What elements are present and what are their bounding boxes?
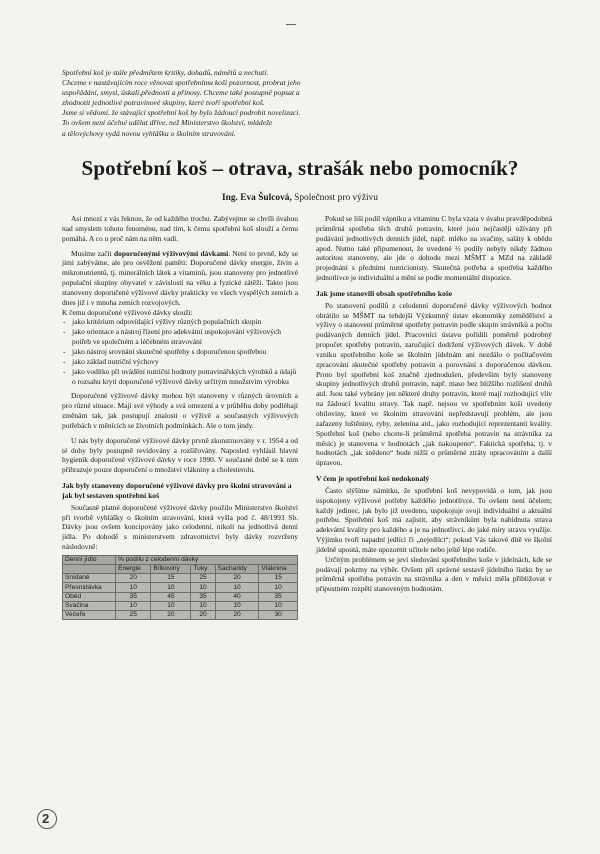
text-run: . Není to prvně, kdy se jimi zabýváme, ale pro osvěžení paměti: Doporučené dávky energie, živin a mikronutrientů, tj. minerálních látek a vitaminů, jsou stanoveny pro jednotlivé populační skupiny obyvatel v závislosti na věku a fyzické zátěži. Takto jsou stanoveny doporučené výživové dávky prakticky ve všech vyspělých zemích a dnes již i v mnoha zemích rozvojových. — [62, 248, 299, 307]
table-cell: Přesnídávka — [63, 583, 116, 592]
article-title: Spotřební koš – otrava, strašák nebo pomocník? — [81, 156, 519, 180]
left-column — [62, 214, 298, 620]
paragraph — [62, 249, 298, 308]
table-header-cell: Sacharidy — [215, 565, 259, 574]
list-item: - jako vodítko při uvádění nutriční hodnoty potravinářských výrobků a údajů o rozsahu krytí doporučené výživové dávky určitým množstvím výrobku — [62, 367, 298, 387]
table-header-cell: Bílkoviny — [151, 565, 191, 574]
emphasis: doporučenými výživovými dávkami — [114, 248, 229, 258]
table-row — [63, 592, 298, 601]
table-cell: Svačina — [63, 601, 116, 610]
intro-line: a tělovýchovy vydá novou vyhlášku o školním stravování. — [62, 128, 236, 138]
paragraph: Současně platné doporučené výživové dávky použilo Ministerstvo školství při tvorbě vyhlášky o školním stravování, která vyšla pod č. 48/1993 Sb. Dávky jsou ovšem koncipovány jako celodenní, nikoli na jednotlivá denní jídla. Po dohodě s ministerstvem zdravotnictví byly dávky rozvrženy následovně: — [62, 502, 298, 552]
table-header-cell: Tuky — [191, 565, 215, 574]
table-subheader-row — [63, 565, 298, 574]
table-header-cell: Vláknina — [259, 565, 298, 574]
list-item: - jako základ nutriční výchovy — [62, 357, 298, 367]
table-cell: 10 — [191, 583, 215, 592]
table-cell: 20 — [191, 611, 215, 620]
text-run: Musíme začít — [71, 248, 115, 258]
table-cell: 20 — [215, 611, 259, 620]
table-cell: 15 — [151, 574, 191, 583]
table-cell: 45 — [151, 592, 191, 601]
paragraph: K čemu doporučené výživové dávky slouží: — [62, 307, 193, 317]
table-cell: 35 — [116, 592, 151, 601]
intro-line: Chceme v nastávajícím roce věnovat spotřebnímu koši pozornost, probrat jeho — [62, 78, 301, 88]
table-cell: 10 — [259, 601, 298, 610]
right-column — [316, 214, 552, 594]
table-cell: 25 — [116, 611, 151, 620]
table-cell: Oběd — [63, 592, 116, 601]
page-number — [37, 809, 57, 829]
table-header-cell: Energie — [116, 565, 151, 574]
table-row — [63, 611, 298, 620]
section-heading: V čem je spotřební koš nedokonalý — [316, 474, 430, 484]
list-item: - jako nástroj srovnání skutečné spotřeby s doporučenou spotřebou — [62, 347, 298, 357]
table-cell: Večeře — [63, 611, 116, 620]
ratio-table — [62, 555, 298, 620]
author-name: Ing. Eva Šulcová, — [221, 193, 292, 203]
table-cell: 10 — [259, 583, 298, 592]
table-cell: Snídaně — [63, 574, 116, 583]
paragraph: Určitým problémem se jeví sledování spotřebního koše v jídelnách, kde se podávají pokrmy na výběr. Ovšem při správné sestavě jídelního lístku by se průměrná spotřeba potravin na strávníka a den v měsíci měla přibližovat v přípustném rozpětí stanoveným hodnotám. — [316, 554, 552, 594]
table-cell: 35 — [259, 592, 298, 601]
paragraph: Po stanovení podílů z celodenní doporučené dávky výživových hodnot obrátilo se MŠMT na tehdejší Výzkumný ústav ekonomiky zemědělství a výživy o stanovení průměrné spotřeby potravin podle skupin strávníků a počtu podávaných denních jídel. Pracovníci ústavu pořídili poměrně podrobný propočet spotřeby potravin, zaručující dodržení výživových dávek. V době vzniku spotřebního koše se školním jídelnám ani nezdálo o počítačovém zpracování skutečné spotřeby potravin a porovnání s doporučenou dávkou. Proto byl spotřební koš značně zjednodušen, především byly stanoveny skupiny jednotlivých druhů potravin, např. maso bez bližšího rozlišení druhů atd. Jsou také vybrány jen některé druhy potravin, které mají rozhodující vliv na žádoucí kvalitu stravy. Tak např. nejsou ve spotřebním koši uvedeny obiloviny, které ve školním stravování nepředstavují problém, ale jsou zařazeny luštěniny, ryby, zelenina atd., jako rozhodující reprezentanti kvality. Spotřební koš (nebo chcete-li průměrná spotřeba potravin na strávníka za měsíc) je stanovena v hodnotách „jak nakoupeno“. Faktická spotřeba, tj. v hodnotách „jak snědeno“ bude nižší o průměrné ztráty opracováním a další úpravou. — [316, 300, 552, 468]
list-item: - jako kritérium odpovídající výživy různých populačních skupin — [62, 317, 298, 327]
intro-line: uspořádání, smysl, úskalí,přednosti a přínosy. Chceme také postupně popsat a — [62, 88, 300, 98]
table-row — [63, 583, 298, 592]
intro-line: Spotřební koš je stále předmětem kritiky, dohadů, námětů a nechutí. — [62, 68, 269, 77]
table-cell: 20 — [116, 574, 151, 583]
table-cell: 10 — [215, 583, 259, 592]
table-header-cell: Denní jídlo — [63, 555, 116, 564]
article-author — [40, 193, 560, 203]
author-org: Společnost pro výživu — [294, 193, 378, 203]
paragraph: Doporučené výživové dávky mohou být stanoveny v různých úrovních a pro různé situace. Mají své výhody a svá omezení a v průběhu doby podléhají změnám tak, jak postupují znalosti o výživě a současných výživových potřebách v měnících se životních podmínkách. Ale o tom jindy. — [62, 391, 298, 430]
intro-line: To ovšem není účelné udělat dříve, než Ministerstvo školství, mládeže — [62, 118, 273, 128]
table-cell: 20 — [215, 574, 259, 583]
intro-line: Jsme si vědomi, že stávající spotřební koš by bylo žádoucí podrobit novelizaci. — [62, 108, 301, 118]
table-cell: 35 — [191, 592, 215, 601]
table-header-row — [63, 555, 298, 564]
bullet-list — [62, 317, 298, 386]
table-header-cell — [63, 565, 116, 574]
table-cell: 25 — [191, 574, 215, 583]
list-item: - jako orientace a nástroj řízení pro adekvátní uspokojování výživových potřeb ve společném a léčebném stravování — [62, 327, 298, 347]
table-row — [63, 601, 298, 610]
table-cell: 10 — [116, 583, 151, 592]
section-heading: Jak byly stanoveny doporučené výživové dávky pro školní stravování a jak byl sestaven spotřební koš — [62, 481, 292, 500]
table-cell: 10 — [191, 601, 215, 610]
intro-line: zhodnotit jednotlivé potravinové skupiny, které tvoří spotřební koš. — [62, 98, 265, 108]
paragraph: Pokud se liší podíl vápníku a vitaminu C byla vzata v úvahu pravděpodobná průměrná spotřeba těch druhů potravin, které jsou nejčastěji užívány při podávání jednotlivých denních jídel, např. mléko na svačiny, saláty k obědu apod. Nutno také připomenout, že uvedené ⅔ podíly nebyly nikdy žádnou autoritou stanoveny, ale jde o dohodu mezi MŠMT a MZd na základě projednání s předními nutricionisty. Skutečná potřeba a spotřeba každého jednotlivce je individuální a mění se podle momentální dispozice. — [316, 214, 552, 283]
paragraph: Často slýšíme námitku, že spotřební koš nevypovídá o tom, jak jsou uspokojeny výživové potřeby každého jednotlivce. To ovšem není účelem; každý jedinec, jak bylo již uvedeno, uspokojuje svoji individuální a aktuální potřebu. Spotřební koš má zajistit, aby strávníkům byla nabídnuta strava adekvátní kvality pro každého a je na jednotlivci, do jaké míry stravu využije. Výjimku tvoří napadní jedlíci či „nejedlíci“; pokud Vás takové dítě ve školní jídelně upoutá, máte upozornit učitele nebo ještě lépe rodiče. — [316, 485, 552, 554]
table-header-cell: % podílu z celodenní dávky — [116, 555, 298, 564]
section-heading: Jak jsme stanovili obsah spotřebního koše — [316, 288, 453, 298]
page-number-text: 2 — [42, 811, 50, 826]
paragraph: Asi mnozí z vás řeknou, že od každého trochu. Zabývejme se chvíli úvahou nad smyslem tohoto fenoménu, nad tím, k čemu spotřební koš slouží a čemu pomáhá. A co u proč nám na něm vadí. — [62, 214, 298, 243]
scan-mark — [286, 24, 296, 25]
table-row — [63, 574, 298, 583]
table-cell: 10 — [215, 601, 259, 610]
table-cell: 40 — [215, 592, 259, 601]
table-cell: 30 — [259, 611, 298, 620]
table-cell: 10 — [151, 601, 191, 610]
paragraph: U nás byly doporučené výživové dávky prvně zkonstruovány v r. 1954 a od té doby byly postupně revidovány a rozšiřovány. Naposled vyhlásil hlavní hygienik doporučené výživové dávky v roce 1990. V současné době se k nim přihrazuje pouze doporučení o množství vlákniny a cholesterolu. — [62, 435, 298, 475]
table-cell: 10 — [116, 601, 151, 610]
intro-paragraph — [62, 68, 562, 139]
table-cell: 10 — [151, 583, 191, 592]
table-cell: 20 — [151, 611, 191, 620]
table-cell: 15 — [259, 574, 298, 583]
